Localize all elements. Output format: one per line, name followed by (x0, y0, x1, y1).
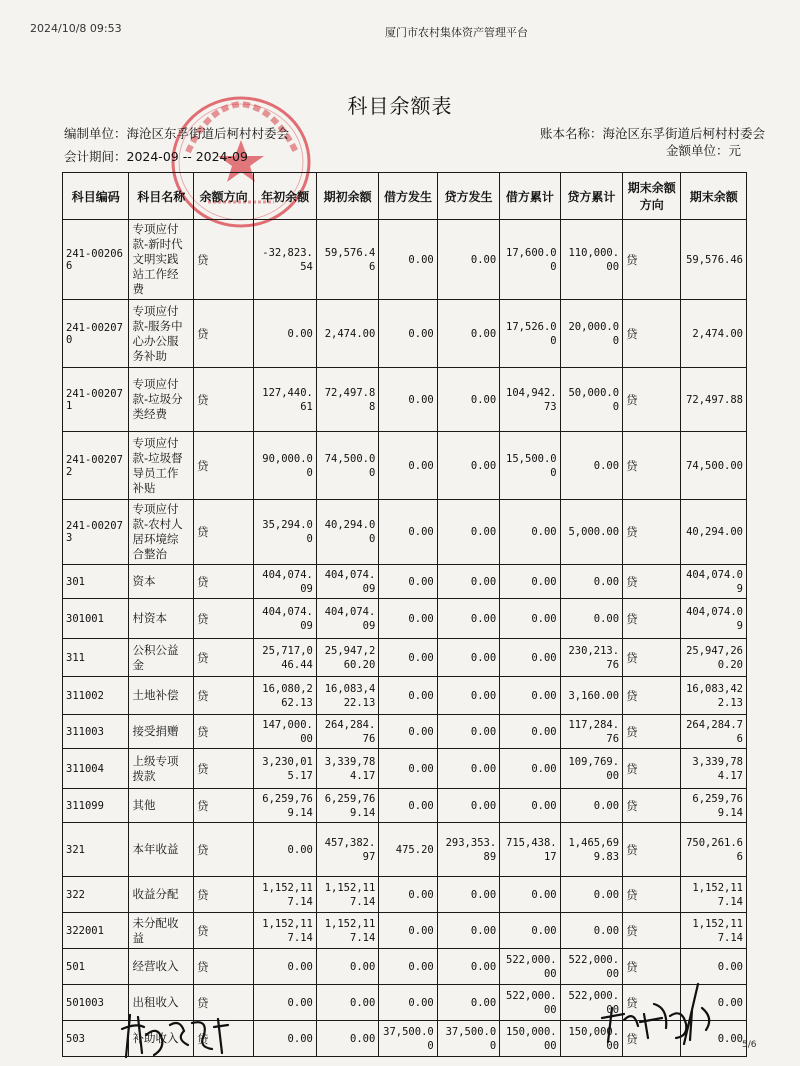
cell-code: 322 (63, 877, 129, 913)
cell-debit: 0.00 (379, 789, 437, 823)
table-row (63, 639, 747, 677)
cell-name: 专项应付款-新时代文明实践站工作经费 (129, 220, 193, 300)
cell-end-dir: 贷 (623, 715, 681, 749)
cell-code: 501 (63, 949, 129, 985)
cell-end: 40,294.00 (681, 500, 747, 565)
cell-year-open: 25,717,046.44 (254, 639, 316, 677)
cell-end: 59,576.46 (681, 220, 747, 300)
cell-end: 404,074.09 (681, 599, 747, 639)
cell-period-open: 16,083,422.13 (316, 677, 378, 715)
cell-debit: 0.00 (379, 599, 437, 639)
table-row (63, 432, 747, 500)
cell-debit-cum: 0.00 (500, 789, 560, 823)
cell-debit-cum: 715,438.17 (500, 823, 560, 877)
cell-year-open: 404,074.09 (254, 565, 316, 599)
cell-year-open: 90,000.00 (254, 432, 316, 500)
column-header: 期末余额 (681, 173, 747, 220)
cell-credit-cum: 0.00 (560, 877, 622, 913)
cell-dir: 贷 (193, 823, 253, 877)
currency-unit: 金额单位：元 (666, 143, 742, 158)
cell-code: 301 (63, 565, 129, 599)
cell-period-open: 25,947,260.20 (316, 639, 378, 677)
cell-year-open: 0.00 (254, 300, 316, 368)
cell-code: 241-002066 (63, 220, 129, 300)
cell-end-dir: 贷 (623, 300, 681, 368)
cell-credit: 0.00 (437, 432, 499, 500)
cell-credit: 0.00 (437, 789, 499, 823)
cell-debit: 0.00 (379, 715, 437, 749)
cell-end-dir: 贷 (623, 913, 681, 949)
cell-credit: 0.00 (437, 715, 499, 749)
cell-credit-cum: 109,769.00 (560, 749, 622, 789)
cell-end: 1,152,117.14 (681, 913, 747, 949)
cell-end-dir: 贷 (623, 985, 681, 1021)
cell-debit: 475.20 (379, 823, 437, 877)
compiling-unit: 编制单位：海沧区东孚街道后柯村村委会 (64, 126, 290, 141)
cell-credit: 0.00 (437, 749, 499, 789)
cell-debit: 0.00 (379, 949, 437, 985)
cell-code: 311002 (63, 677, 129, 715)
cell-end: 3,339,784.17 (681, 749, 747, 789)
cell-year-open: 404,074.09 (254, 599, 316, 639)
cell-credit: 0.00 (437, 220, 499, 300)
cell-credit-cum: 20,000.00 (560, 300, 622, 368)
cell-debit-cum: 0.00 (500, 715, 560, 749)
cell-name: 其他 (129, 789, 193, 823)
column-header: 贷方累计 (560, 173, 622, 220)
cell-debit-cum: 15,500.00 (500, 432, 560, 500)
ledger-name: 账本名称：海沧区东孚街道后柯村村委会 (540, 126, 766, 141)
cell-end: 2,474.00 (681, 300, 747, 368)
cell-code: 301001 (63, 599, 129, 639)
cell-dir: 贷 (193, 432, 253, 500)
cell-dir: 贷 (193, 639, 253, 677)
cell-dir: 贷 (193, 715, 253, 749)
cell-dir: 贷 (193, 677, 253, 715)
cell-end-dir: 贷 (623, 220, 681, 300)
cell-year-open: 0.00 (254, 823, 316, 877)
cell-debit-cum: 0.00 (500, 565, 560, 599)
column-header: 余额方向 (193, 173, 253, 220)
table-row (63, 220, 747, 300)
cell-year-open: 3,230,015.17 (254, 749, 316, 789)
cell-name: 村资本 (129, 599, 193, 639)
cell-end-dir: 贷 (623, 677, 681, 715)
cell-name: 接受捐赠 (129, 715, 193, 749)
cell-credit-cum: 150,000.00 (560, 1021, 622, 1057)
cell-name: 专项应付款-服务中心办公服务补助 (129, 300, 193, 368)
cell-name: 专项应付款-垃圾督导员工作补贴 (129, 432, 193, 500)
cell-code: 241-002072 (63, 432, 129, 500)
cell-dir: 贷 (193, 949, 253, 985)
cell-credit: 0.00 (437, 877, 499, 913)
cell-name: 补助收入 (129, 1021, 193, 1057)
cell-dir: 贷 (193, 300, 253, 368)
cell-year-open: 0.00 (254, 949, 316, 985)
cell-credit-cum: 50,000.00 (560, 368, 622, 432)
cell-period-open: 1,152,117.14 (316, 877, 378, 913)
cell-dir: 贷 (193, 1021, 253, 1057)
column-header: 科目编码 (63, 173, 129, 220)
cell-end: 264,284.76 (681, 715, 747, 749)
cell-year-open: 127,440.61 (254, 368, 316, 432)
cell-code: 501003 (63, 985, 129, 1021)
cell-end: 25,947,260.20 (681, 639, 747, 677)
cell-period-open: 0.00 (316, 949, 378, 985)
table-row (63, 823, 747, 877)
cell-end-dir: 贷 (623, 599, 681, 639)
column-header: 贷方发生 (437, 173, 499, 220)
cell-year-open: 1,152,117.14 (254, 877, 316, 913)
cell-end-dir: 贷 (623, 368, 681, 432)
cell-end: 16,083,422.13 (681, 677, 747, 715)
cell-debit-cum: 0.00 (500, 677, 560, 715)
cell-period-open: 404,074.09 (316, 599, 378, 639)
cell-period-open: 40,294.00 (316, 500, 378, 565)
cell-debit: 0.00 (379, 985, 437, 1021)
cell-end-dir: 贷 (623, 432, 681, 500)
cell-credit: 0.00 (437, 300, 499, 368)
cell-end-dir: 贷 (623, 639, 681, 677)
cell-debit: 0.00 (379, 913, 437, 949)
cell-credit: 0.00 (437, 639, 499, 677)
cell-credit-cum: 5,000.00 (560, 500, 622, 565)
cell-credit-cum: 0.00 (560, 599, 622, 639)
cell-period-open: 6,259,769.14 (316, 789, 378, 823)
cell-debit-cum: 0.00 (500, 877, 560, 913)
cell-credit-cum: 110,000.00 (560, 220, 622, 300)
cell-name: 本年收益 (129, 823, 193, 877)
cell-credit-cum: 117,284.76 (560, 715, 622, 749)
cell-name: 土地补偿 (129, 677, 193, 715)
cell-name: 未分配收益 (129, 913, 193, 949)
cell-credit: 0.00 (437, 949, 499, 985)
cell-year-open: 0.00 (254, 985, 316, 1021)
cell-credit: 0.00 (437, 677, 499, 715)
report-title: 科目余额表 (347, 94, 453, 118)
table-row (63, 565, 747, 599)
signature-right (594, 978, 724, 1048)
cell-credit: 0.00 (437, 500, 499, 565)
cell-name: 专项应付款-农村人居环境综合整治 (129, 500, 193, 565)
column-header: 借方累计 (500, 173, 560, 220)
cell-end: 74,500.00 (681, 432, 747, 500)
cell-end-dir: 贷 (623, 877, 681, 913)
cell-code: 241-002070 (63, 300, 129, 368)
table-row (63, 789, 747, 823)
table-row (63, 599, 747, 639)
cell-credit-cum: 522,000.00 (560, 949, 622, 985)
cell-dir: 贷 (193, 500, 253, 565)
cell-name: 上级专项拨款 (129, 749, 193, 789)
cell-period-open: 264,284.76 (316, 715, 378, 749)
cell-end-dir: 贷 (623, 789, 681, 823)
cell-period-open: 3,339,784.17 (316, 749, 378, 789)
cell-year-open: -32,823.54 (254, 220, 316, 300)
table-row (63, 749, 747, 789)
cell-period-open: 2,474.00 (316, 300, 378, 368)
cell-credit-cum: 230,213.76 (560, 639, 622, 677)
table-row (63, 300, 747, 368)
cell-code: 503 (63, 1021, 129, 1057)
cell-period-open: 0.00 (316, 1021, 378, 1057)
cell-credit: 37,500.00 (437, 1021, 499, 1057)
cell-credit-cum: 0.00 (560, 565, 622, 599)
cell-code: 311099 (63, 789, 129, 823)
cell-credit: 0.00 (437, 913, 499, 949)
cell-code: 241-002071 (63, 368, 129, 432)
cell-credit-cum: 1,465,699.83 (560, 823, 622, 877)
cell-name: 收益分配 (129, 877, 193, 913)
cell-period-open: 1,152,117.14 (316, 913, 378, 949)
cell-debit: 0.00 (379, 639, 437, 677)
cell-debit-cum: 0.00 (500, 749, 560, 789)
cell-period-open: 404,074.09 (316, 565, 378, 599)
cell-end: 0.00 (681, 985, 747, 1021)
cell-end-dir: 贷 (623, 949, 681, 985)
cell-credit: 0.00 (437, 599, 499, 639)
cell-credit-cum: 522,000.00 (560, 985, 622, 1021)
cell-year-open: 35,294.00 (254, 500, 316, 565)
cell-dir: 贷 (193, 877, 253, 913)
table-row (63, 877, 747, 913)
cell-debit-cum: 0.00 (500, 639, 560, 677)
cell-dir: 贷 (193, 565, 253, 599)
cell-name: 资本 (129, 565, 193, 599)
cell-debit: 0.00 (379, 300, 437, 368)
cell-year-open: 147,000.00 (254, 715, 316, 749)
cell-debit-cum: 522,000.00 (500, 949, 560, 985)
cell-debit-cum: 17,526.00 (500, 300, 560, 368)
cell-end-dir: 贷 (623, 1021, 681, 1057)
cell-code: 311004 (63, 749, 129, 789)
signature-left (118, 1005, 238, 1060)
cell-credit-cum: 0.00 (560, 789, 622, 823)
cell-dir: 贷 (193, 368, 253, 432)
account-balance-table (62, 172, 747, 1057)
cell-period-open: 74,500.00 (316, 432, 378, 500)
cell-dir: 贷 (193, 985, 253, 1021)
cell-credit: 0.00 (437, 985, 499, 1021)
accounting-period: 会计期间：2024-09 -- 2024-09 (64, 149, 248, 164)
cell-credit: 0.00 (437, 368, 499, 432)
cell-name: 公积公益金 (129, 639, 193, 677)
column-header: 科目名称 (129, 173, 193, 220)
cell-code: 311003 (63, 715, 129, 749)
cell-credit-cum: 3,160.00 (560, 677, 622, 715)
cell-debit: 0.00 (379, 220, 437, 300)
cell-end-dir: 贷 (623, 749, 681, 789)
cell-debit-cum: 150,000.00 (500, 1021, 560, 1057)
cell-debit-cum: 0.00 (500, 500, 560, 565)
cell-debit: 37,500.00 (379, 1021, 437, 1057)
cell-debit-cum: 17,600.00 (500, 220, 560, 300)
cell-year-open: 0.00 (254, 1021, 316, 1057)
cell-code: 322001 (63, 913, 129, 949)
cell-debit-cum: 0.00 (500, 599, 560, 639)
page-number: 5/6 (742, 1040, 757, 1050)
column-header: 年初余额 (254, 173, 316, 220)
cell-code: 241-002073 (63, 500, 129, 565)
cell-debit-cum: 0.00 (500, 913, 560, 949)
cell-credit: 293,353.89 (437, 823, 499, 877)
cell-debit: 0.00 (379, 877, 437, 913)
table-row (63, 677, 747, 715)
cell-dir: 贷 (193, 749, 253, 789)
cell-end: 1,152,117.14 (681, 877, 747, 913)
cell-end: 0.00 (681, 1021, 747, 1057)
table-row (63, 913, 747, 949)
cell-dir: 贷 (193, 599, 253, 639)
cell-debit: 0.00 (379, 565, 437, 599)
cell-name: 经营收入 (129, 949, 193, 985)
table-row (63, 715, 747, 749)
cell-year-open: 16,080,262.13 (254, 677, 316, 715)
cell-end-dir: 贷 (623, 823, 681, 877)
cell-end: 0.00 (681, 949, 747, 985)
cell-name: 出租收入 (129, 985, 193, 1021)
cell-credit-cum: 0.00 (560, 913, 622, 949)
cell-period-open: 59,576.46 (316, 220, 378, 300)
cell-debit: 0.00 (379, 432, 437, 500)
table-header-row (63, 173, 747, 220)
cell-period-open: 0.00 (316, 985, 378, 1021)
cell-end: 72,497.88 (681, 368, 747, 432)
cell-end: 404,074.09 (681, 565, 747, 599)
column-header: 期初余额 (316, 173, 378, 220)
table-row (63, 368, 747, 432)
cell-end-dir: 贷 (623, 500, 681, 565)
cell-end: 750,261.66 (681, 823, 747, 877)
cell-end-dir: 贷 (623, 565, 681, 599)
cell-debit: 0.00 (379, 677, 437, 715)
column-header: 借方发生 (379, 173, 437, 220)
cell-debit-cum: 104,942.73 (500, 368, 560, 432)
cell-name: 专项应付款-垃圾分类经费 (129, 368, 193, 432)
column-header: 期末余额方向 (623, 173, 681, 220)
cell-credit: 0.00 (437, 565, 499, 599)
cell-code: 311 (63, 639, 129, 677)
cell-code: 321 (63, 823, 129, 877)
cell-credit-cum: 0.00 (560, 432, 622, 500)
cell-debit-cum: 522,000.00 (500, 985, 560, 1021)
print-timestamp: 2024/10/8 09:53 (30, 22, 122, 35)
cell-year-open: 6,259,769.14 (254, 789, 316, 823)
cell-period-open: 457,382.97 (316, 823, 378, 877)
cell-debit: 0.00 (379, 368, 437, 432)
cell-period-open: 72,497.88 (316, 368, 378, 432)
cell-year-open: 1,152,117.14 (254, 913, 316, 949)
cell-dir: 贷 (193, 789, 253, 823)
cell-dir: 贷 (193, 220, 253, 300)
cell-debit: 0.00 (379, 500, 437, 565)
cell-dir: 贷 (193, 913, 253, 949)
cell-debit: 0.00 (379, 749, 437, 789)
table-row (63, 500, 747, 565)
platform-name: 厦门市农村集体资产管理平台 (385, 26, 528, 39)
cell-end: 6,259,769.14 (681, 789, 747, 823)
